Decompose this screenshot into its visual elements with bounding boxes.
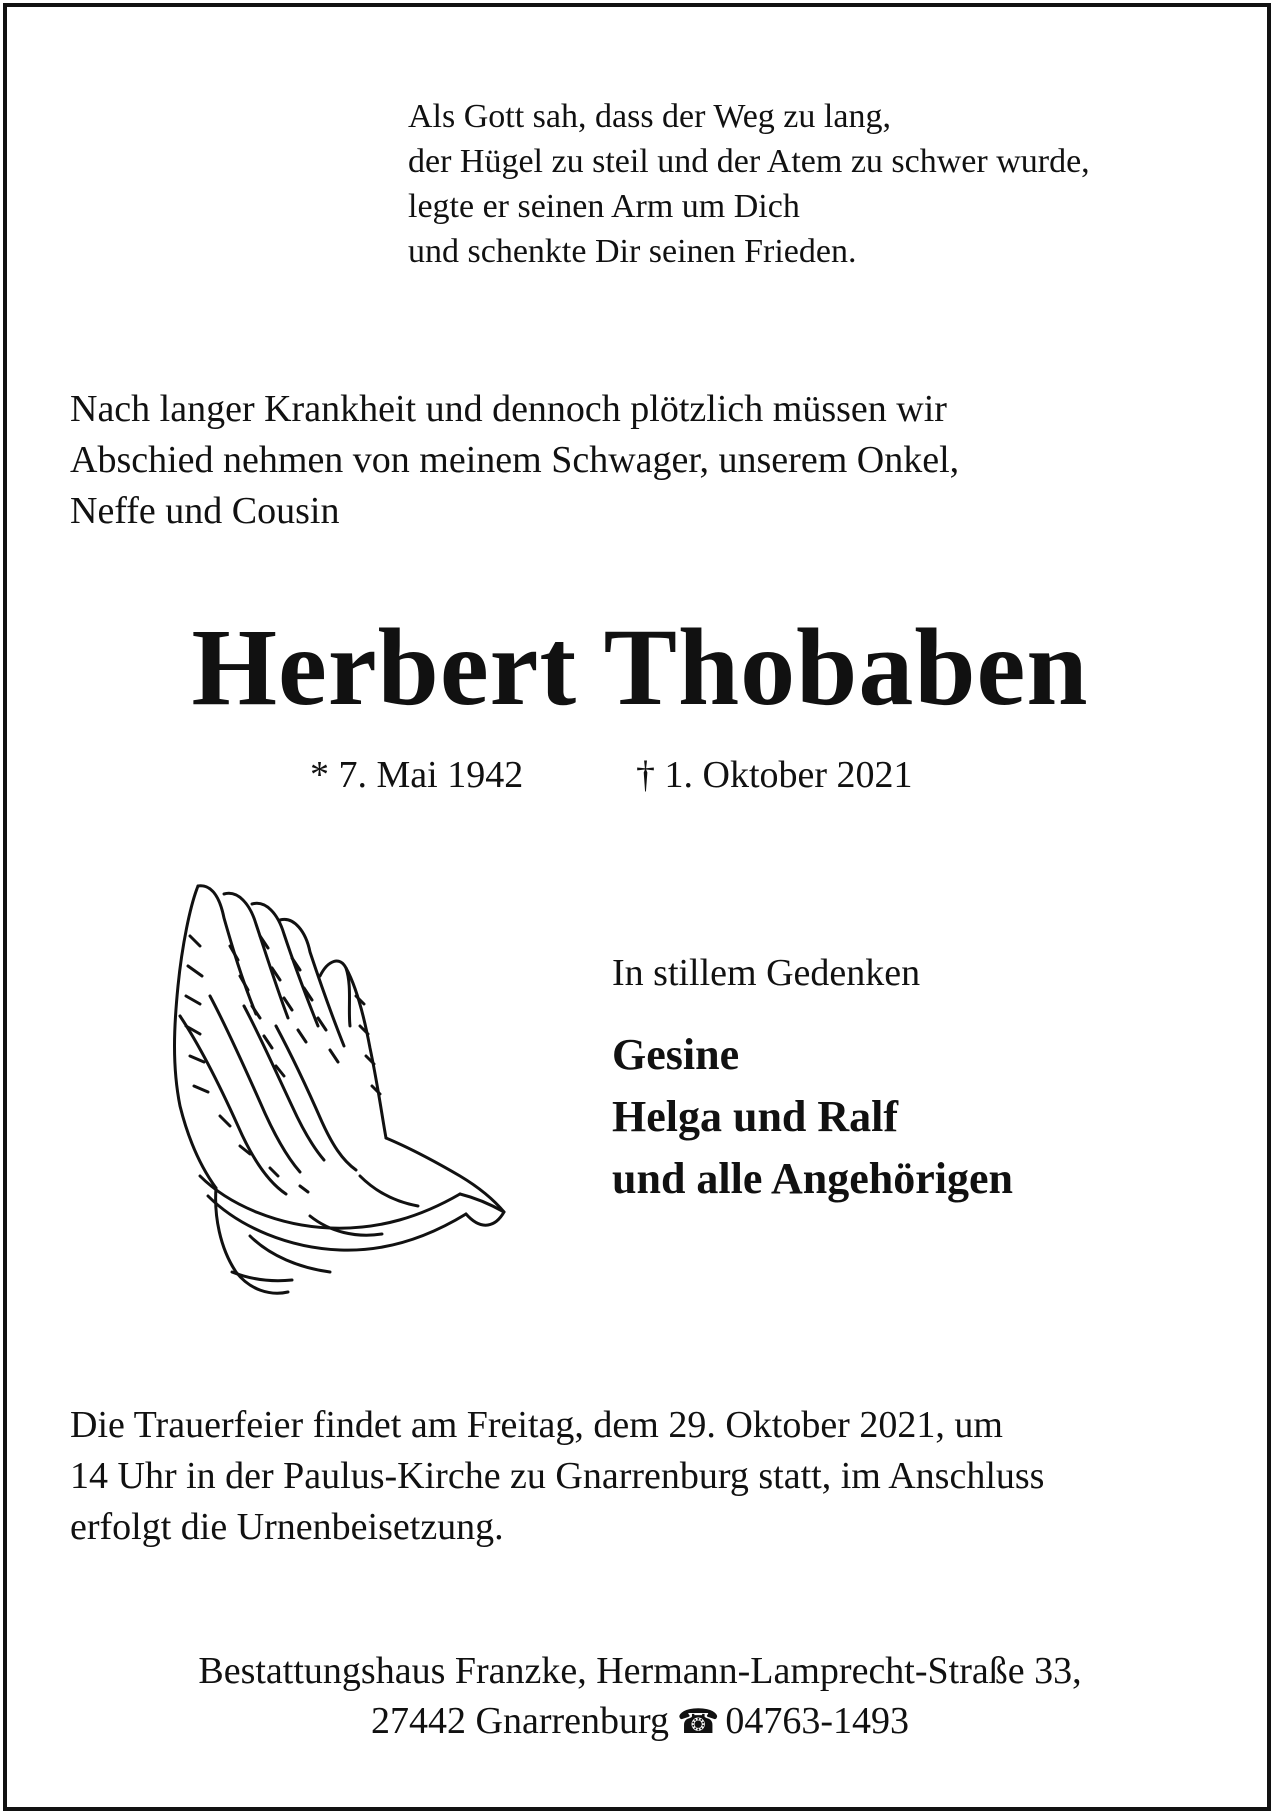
funeral-service-info: [70, 1400, 1044, 1553]
mourner-name: Helga und Ralf: [612, 1092, 899, 1141]
funeral-home-name: Bestattungshaus Franzke, Hermann-Lamprecht-Straße 33,: [198, 1650, 1082, 1692]
funeral-home-info: [0, 1646, 1280, 1747]
funeral-home-address: 27442 Gnarrenburg: [371, 1700, 669, 1742]
quote-line: Als Gott sah, dass der Weg zu lang,: [408, 98, 891, 135]
deceased-name: Herbert Thobaben: [191, 606, 1089, 728]
announcement-intro: [70, 384, 959, 537]
funeral-home-contact: [0, 1696, 1280, 1747]
intro-line: Nach langer Krankheit und dennoch plötzlich müssen wir: [70, 388, 947, 430]
funeral-home-phone: 04763-1493: [725, 1700, 909, 1742]
praying-hands-icon: [160, 876, 510, 1296]
service-line: 14 Uhr in der Paulus-Kirche zu Gnarrenburg statt, im Anschluss: [70, 1455, 1045, 1497]
service-line: erfolgt die Urnenbeisetzung.: [70, 1506, 504, 1548]
memorial-quote: [408, 94, 1090, 274]
mourner-name: und alle Angehörigen: [612, 1154, 1013, 1203]
intro-line: Abschied nehmen von meinem Schwager, unserem Onkel,: [70, 439, 960, 481]
quote-line: und schenkte Dir seinen Frieden.: [408, 233, 857, 270]
quote-line: legte er seinen Arm um Dich: [408, 188, 800, 225]
quote-line: der Hügel zu steil und der Atem zu schwer wurde,: [408, 143, 1090, 180]
mourners-list: [612, 1024, 1013, 1210]
birth-date: * 7. Mai 1942: [310, 754, 524, 796]
mourner-name: Gesine: [612, 1030, 740, 1079]
phone-icon: ☎: [676, 1702, 720, 1742]
memory-label: In stillem Gedenken: [612, 952, 921, 994]
intro-line: Neffe und Cousin: [70, 490, 340, 532]
death-date: † 1. Oktober 2021: [636, 754, 913, 796]
service-line: Die Trauerfeier findet am Freitag, dem 29. Oktober 2021, um: [70, 1404, 1003, 1446]
